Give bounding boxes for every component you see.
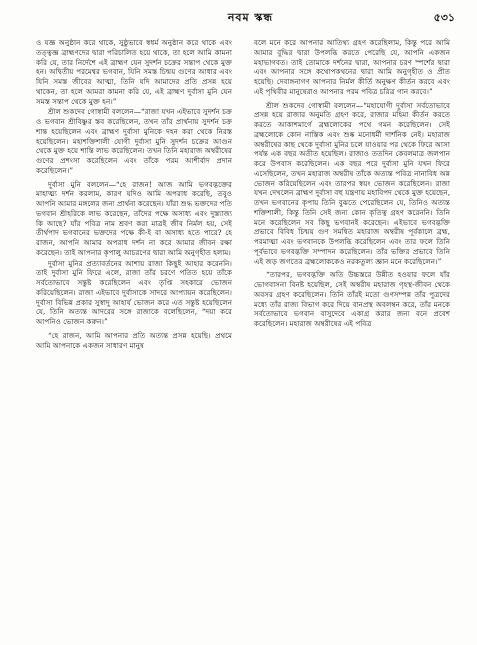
right-column	[254, 38, 450, 330]
paragraph: “হে রাজন, আমি আপনার প্রতি অত্যন্ত প্রসন্ন হয়েছি। প্রথমে আমি আপনাকে একজন সাধারণ মানুষ	[36, 330, 232, 350]
left-column	[36, 38, 232, 351]
paragraph: বলে মনে করে আপনার আতিথ্য গ্রহণ করেছিলাম, কিন্তু পরে আমি আমার বুদ্ধির দ্বারা উপলব্ধি করতে পেরেছি যে, আপনি একজন মহাভাগবত। তাই তোমাকে দর্শনের দ্বারা, আপনার চরণ স্পর্শের দ্বারা এবং আপনার সঙ্গে কথোপকথনের দ্বারা আমি অনুগৃহীত ও প্রীত হয়েছি। দেবাঙ্গনাগণ আপনার নির্মল কীর্তি অনুক্ষণ কীর্তন করবে এবং এই পৃথিবীর মানুষেরাও আপনার পরম পবিত্র চরিত্র গান করবে।”	[254, 38, 450, 96]
paragraph: দুর্বাসা মুনির প্রত্যাবর্তনের আশায় রাজা কিছুই আহার করেননি। তাই দুর্বাসা মুনি ফিরে এলে, রাজা তাঁর চরণে পতিত হয়ে তাঁকে সর্বতোভাবে সন্তুষ্ট করেছিলেন এবং তৃপ্তি সহকারে ভোজন করিয়েছিলেন। রাজা এইভাবে দুর্বাসাকে সাদরে আপ্যায়ন করেছিলেন। দুর্বাসা বিভিন্ন প্রকার সুস্বাদু আহার্য ভোজন করে এত সন্তুষ্ট হয়েছিলেন যে, তিনি অত্যন্ত আদরের সঙ্গে রাজাকে বলেছিলেন, “দয়া করে আপনিও ভোজন করুন।”	[36, 258, 232, 326]
page-header	[46, 9, 455, 25]
paragraph: শ্রীল শুকদেব গোস্বামী বললেন—“মহাযোগী দুর্বাসা সর্বতোভাবে প্রসন্ন হয়ে রাজার অনুমতি গ্রহণ করে, রাজার মহিমা কীর্তন করতে করতে আকাশমার্গে ব্রহ্মলোকের পথে গমন করেছিলেন। সেই ব্রহ্মলোকে কোন নাস্তিক এবং শুষ্ক মনোধর্মী দার্শনিক নেই। মহারাজ অম্বরীষের কাছ থেকে দুর্বাসা মুনির চলে যাওয়ার পর থেকে ফিরে আসা পর্যন্ত এক বছর অতীত হয়েছিল। রাজাও ততদিন কেবলমাত্র জলপান করে উপবাস করেছিলেন। এক বছর পরে দুর্বাসা মুনি যখন ফিরে এসেছিলেন, তখন মহারাজ অম্বরীষ তাঁকে অত্যন্ত পবিত্র নানাবিধ অন্ন ভোজন করিয়েছিলেন এবং তারপর স্বয়ং ভোজন করেছিলেন। রাজা যখন দেখলেন ব্রাহ্মণ দুর্বাসা বহু যন্ত্রণায় মহাবিপদ থেকে মুক্ত হয়েছেন, তখন ভগবানের কৃপায় তিনি বুঝতে পেরেছিলেন যে, তিনিও অত্যন্ত শক্তিশালী, কিন্তু তিনি সেই জন্য কোন কৃতিত্ব গ্রহণ করেননি। তিনি মনে করেছিলেন সব কিছু ভগবানই করেছেন। এইভাবে ভগবদ্ভক্তি প্রভাবে বিবিধ চিন্ময় গুণ সমন্বিত মহারাজ অম্বরীষ পূর্বকালে ব্রহ্ম, পরমাত্মা এবং ভগবানকে উপলব্ধি করেছিলেন এবং তার ফলে তিনি পূর্বভাবে ভগবদ্ভক্তি সম্পাদন করেছিলেন। তাঁর ভক্তির প্রভাবে তিনি এই জড় জগতের ব্রহ্মলোককেও নরকতুল্য জ্ঞান মনে করেছিলেন।”	[254, 100, 450, 266]
paragraph: “তারপর, ভগবদ্ভক্তি অতি উচ্চস্তরে উন্নীত হওয়ার ফলে যাঁর ভোগবাসনা বিনষ্ট হয়েছিল, সেই অম্বরীষ মহারাজ গৃহস্থ-জীবন থেকে অবসর গ্রহণ করেছিলেন। তিনি তাঁরই মতো গুণসম্পন্ন তাঁর পুত্রদের মধ্যে তাঁর রাজ্য বিভাগ করে দিয়ে বানপ্রস্থ অবলম্বন করে, তাঁর মনকে সর্বতোভাবে ভগবান বাসুদেবে একাগ্র করার জন্য বনে প্রবেশ করেছিলেন। মহারাজ অম্বরীষের এই পবিত্র	[254, 270, 450, 328]
page-number: ৫৩১	[433, 11, 455, 24]
chapter-title: নবম স্কন্ধ	[227, 11, 274, 24]
paragraph: শ্রীল শুকদেব গোস্বামী বললেন—“রাজা যখন এইভাবে সুদর্শন চক্র ও ভগবান শ্রীবিষ্ণুর স্তব করেছিলেন, তখন তাঁর প্রার্থনায় সুদর্শন চক্র শান্ত হয়েছিলেন এবং ব্রাহ্মণ দুর্বাসা মুনিকে দহন করা থেকে নিরস্ত হয়েছিলেন। মহাশক্তিশালী যোগী দুর্বাসা মুনি সুদর্শন চক্রের আগুন থেকে মুক্ত হয়ে শান্তি লাভ করেছিলেন। তখন তিনি মহারাজ অম্বরীষের গুণের প্রশংসা করেছিলেন এবং তাঁকে পরম আশীর্বাদ প্রদান করেছিলেন।”	[36, 107, 232, 175]
paragraph: দুর্বাসা মুনি বললেন—“হে রাজন! আজ আমি ভগবদ্ভক্তের মাহাত্ম্য দর্শন করলাম, কারণ যদিও আমি অপরাধ করেছি, তবুও আপনি আমার মঙ্গলের জন্য প্রার্থনা করেছেন। যাঁরা শুদ্ধ ভক্তদের পতি ভগবান শ্রীহরিকে লাভ করেছেন, তাঁদের পক্ষে অসাধ্য এবং দুস্ত্যাজ্য কি আছে? যাঁর পবিত্র নাম শ্রবণ করা মাত্রই জীব নির্মল হয়, সেই তীর্থপাদ ভগবানের ভক্তদের পক্ষে কী-ই বা অসাধ্য হতে পারে? হে রাজন, আপনি আমার অপরাধ দর্শন না করে আমার জীবন রক্ষা করেছেন। তাই আপনার কৃপালু আচরণের দ্বারা আমি অনুগৃহীত হলাম।	[36, 179, 232, 257]
paragraph: ও যজ্ঞ অনুষ্ঠান করে থাকে, সুষ্ঠুভাবে স্বধর্ম অনুষ্ঠান করে থাকে এবং তত্ত্বজ্ঞ ব্রাহ্মণদের দ্বারা পরিচালিত হয়ে থাকে, তা হলে আমি কামনা করি যে, তার নির্দেশে এই ব্রাহ্মণ যেন সুদর্শন চক্রের সন্তাপ থেকে মুক্ত হন। অদ্বিতীয় পরমেশ্বর ভগবান, যিনি সমস্ত চিন্ময় গুণের আধার এবং যিনি সমস্ত জীবের আত্মা, তিনি যদি আমাদের প্রতি প্রসন্ন হয়ে থাকেন, তা হলে আমরা কামনা করি যে, এই ব্রাহ্মণ দুর্বাসা মুনি যেন সমস্ত সন্তাপ থেকে মুক্ত হন।”	[36, 38, 232, 106]
